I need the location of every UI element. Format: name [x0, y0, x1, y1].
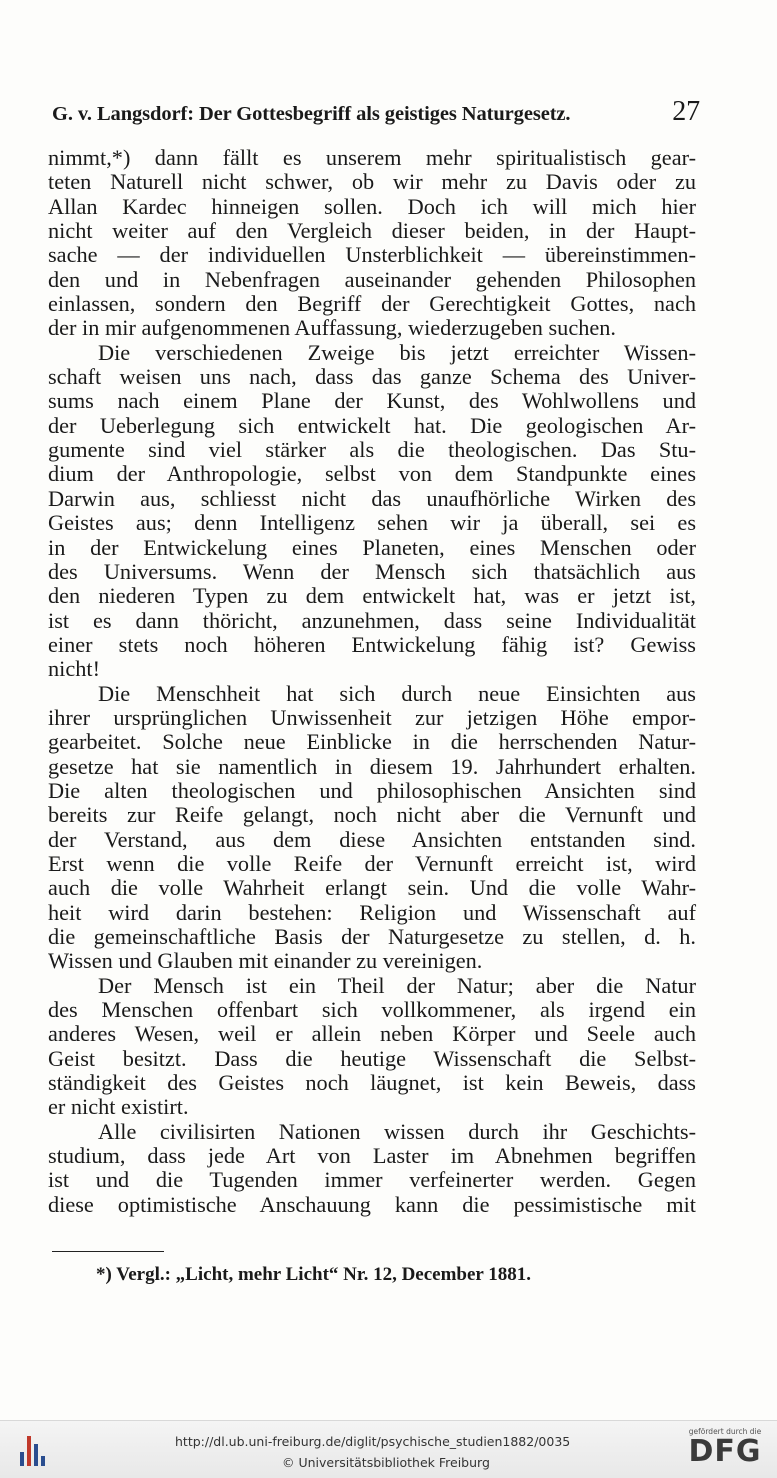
text-line: ständigkeit des Geistes noch läugnet, ist kein Beweis, dass	[48, 1070, 696, 1096]
text-line: dium der Anthropologie, selbst von dem Standpunkte eines	[48, 461, 696, 487]
text-line: nicht!	[48, 656, 101, 682]
text-line: Darwin aus, schliesst nicht das unaufhörliche Wirken des	[48, 485, 696, 511]
text-line: Geist besitzt. Dass die heutige Wissenschaft die Selbst-	[48, 1045, 696, 1071]
text-line: Die Menschheit hat sich durch neue Einsichten aus	[98, 680, 696, 706]
text-line: gesetze hat sie namentlich in diesem 19. Jahrhundert erhalten.	[48, 753, 696, 779]
text-line: heit wird darin bestehen: Religion und Wissenschaft auf	[48, 899, 696, 925]
text-line: des Universums. Wenn der Mensch sich thatsächlich aus	[48, 558, 696, 584]
page-number: 27	[672, 96, 700, 127]
library-logo-icon	[18, 1432, 52, 1466]
text-line: Der Mensch ist ein Theil der Natur; aber die Natur	[98, 972, 696, 998]
text-line: anderes Wesen, weil er allein neben Körper und Seele auch	[48, 1021, 696, 1047]
permalink-url[interactable]: http://dl.ub.uni-freiburg.de/diglit/psychische_studien1882/0035	[175, 1434, 571, 1449]
running-head	[52, 96, 700, 128]
text-line: ihrer ursprünglichen Unwissenheit zur jetzigen Höhe empor-	[48, 704, 696, 730]
text-line: den und in Nebenfragen auseinander gehenden Philosophen	[48, 266, 696, 292]
footnote-rule	[52, 1251, 164, 1252]
text-line: er nicht existirt.	[48, 1094, 189, 1120]
text-line: Die alten theologischen und philosophischen Ansichten sind	[48, 777, 696, 803]
text-line: der Verstand, aus dem diese Ansichten entstanden sind.	[48, 826, 696, 852]
copyright-notice: © Universitätsbibliothek Freiburg	[282, 1455, 490, 1470]
text-line: Die verschiedenen Zweige bis jetzt erreichter Wissen-	[98, 339, 696, 365]
body-text	[48, 146, 696, 1217]
text-line: ist es dann thöricht, anzunehmen, dass seine Individualität	[48, 607, 696, 633]
dfg-logo	[683, 1427, 767, 1468]
dfg-funded-label: gefördert durch die	[688, 1427, 762, 1436]
text-line: schaft weisen uns nach, dass das ganze Schema des Univer-	[48, 364, 696, 390]
text-line: teten Naturell nicht schwer, ob wir mehr zu Davis oder zu	[48, 169, 696, 195]
footnote: *) Vergl.: „Licht, mehr Licht“ Nr. 12, December 1881.	[96, 1264, 532, 1285]
text-line: Wissen und Glauben mit einander zu vereinigen.	[48, 948, 483, 974]
text-line: bereits zur Reife gelangt, noch nicht aber die Vernunft und	[48, 802, 696, 828]
text-line: studium, dass jede Art von Laster im Abnehmen begriffen	[48, 1143, 696, 1169]
text-line: Erst wenn die volle Reife der Vernunft erreicht ist, wird	[48, 850, 696, 876]
text-line: Allan Kardec hinneigen sollen. Doch ich will mich hier	[48, 193, 696, 219]
text-line: die gemeinschaftliche Basis der Naturgesetze zu stellen, d. h.	[48, 924, 696, 949]
text-line: diese optimistische Anschauung kann die pessimistische mit	[48, 1191, 696, 1217]
text-line: sums nach einem Plane der Kunst, des Wohlwollens und	[48, 388, 696, 414]
text-line: Geistes aus; denn Intelligenz sehen wir ja überall, sei es	[48, 510, 696, 536]
text-line: in der Entwickelung eines Planeten, eines Menschen oder	[48, 534, 696, 560]
text-line: Alle civilisirten Nationen wissen durch ihr Geschichts-	[98, 1118, 696, 1144]
text-line: gumente sind viel stärker als die theologischen. Das Stu-	[48, 437, 696, 463]
text-line: der in mir aufgenommenen Auffassung, wiederzugeben suchen.	[48, 315, 616, 341]
running-head-title: G. v. Langsdorf: Der Gottesbegriff als geistiges Naturgesetz.	[52, 103, 571, 125]
text-line: einlassen, sondern den Begriff der Gerechtigkeit Gottes, nach	[48, 291, 696, 317]
text-line: ist und die Tugenden immer verfeinerter werden. Gegen	[48, 1167, 696, 1193]
text-line: einer stets noch höheren Entwickelung fähig ist? Gewiss	[48, 631, 696, 657]
text-line: den niederen Typen zu dem entwickelt hat, was er jetzt ist,	[48, 583, 696, 609]
text-line: auch die volle Wahrheit erlangt sein. Und die volle Wahr-	[48, 875, 696, 901]
text-line: gearbeitet. Solche neue Einblicke in die herrschenden Natur-	[48, 729, 696, 755]
text-line: der Ueberlegung sich entwickelt hat. Die geologischen Ar-	[48, 412, 696, 438]
text-line: des Menschen offenbart sich vollkommener, als irgend ein	[48, 997, 696, 1023]
dfg-logo-text: DFG	[688, 1434, 762, 1469]
text-line: nimmt,*) dann fällt es unserem mehr spiritualistisch gear-	[48, 145, 696, 170]
text-line: nicht weiter auf den Vergleich dieser beiden, in der Haupt-	[48, 218, 696, 244]
text-line: sache — der individuellen Unsterblichkeit — übereinstimmen-	[48, 242, 696, 268]
